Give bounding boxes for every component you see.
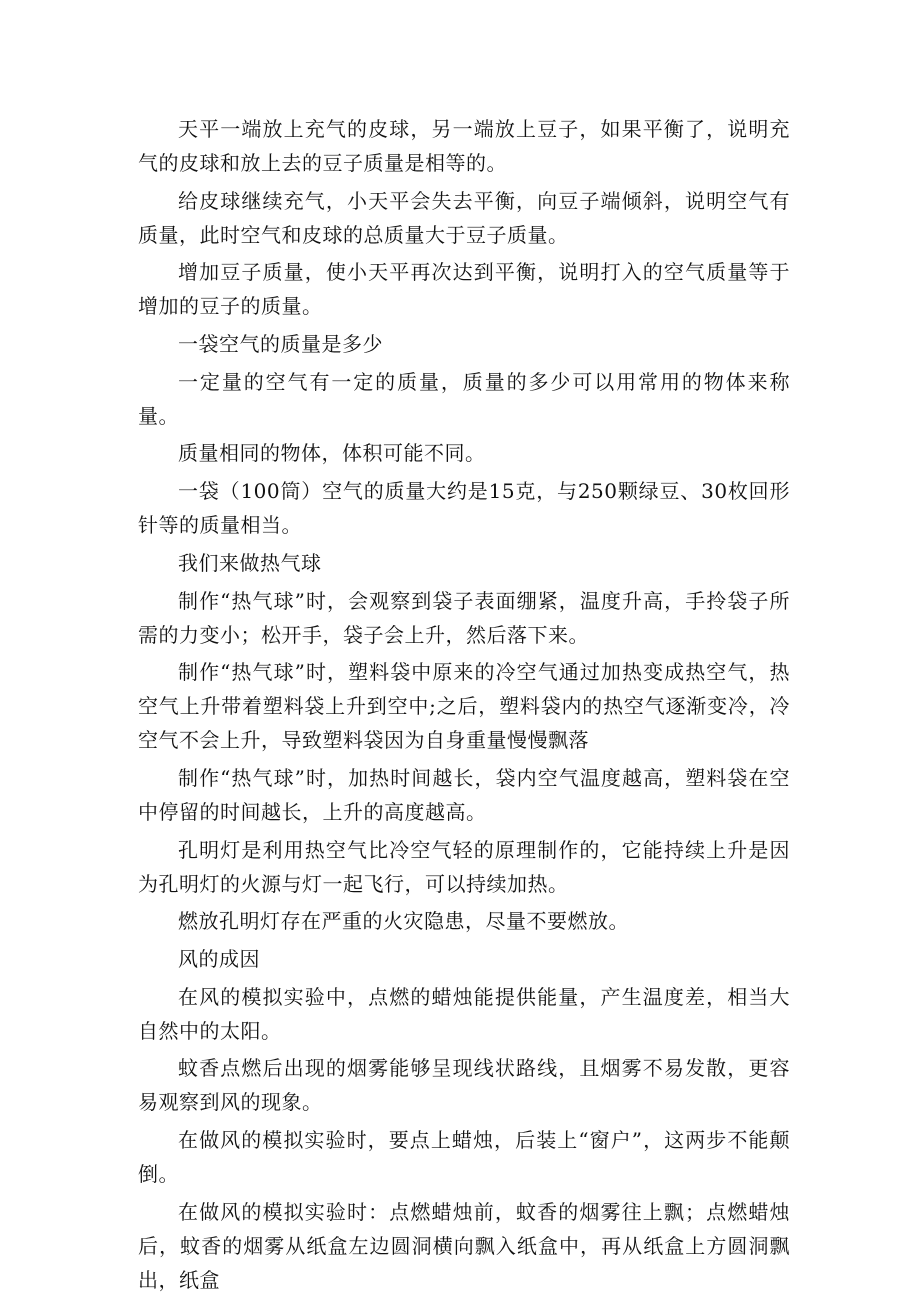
paragraph-7: 一袋（100筒）空气的质量大约是15克，与250颗绿豆、30枚回形针等的质量相当。 xyxy=(138,479,790,538)
document-body xyxy=(138,112,790,1300)
section-heading-air-bag-mass: 一袋空气的质量是多少 xyxy=(178,332,383,357)
paragraph-15: 在风的模拟实验中，点燃的蜡烛能提供能量，产生温度差，相当大自然中的太阳。 xyxy=(138,984,790,1043)
paragraph-6: 质量相同的物体，体积可能不同。 xyxy=(178,441,486,466)
paragraph-9: 制作“热气球”时，会观察到袋子表面绷紧，温度升高，手拎袋子所需的力变小；松开手，袋子会上升，然后落下来。 xyxy=(138,588,790,647)
paragraph-3: 增加豆子质量，使小天平再次达到平衡，说明打入的空气质量等于增加的豆子的质量。 xyxy=(138,260,790,319)
section-heading-hot-air-balloon: 我们来做热气球 xyxy=(178,550,322,575)
paragraph-18: 在做风的模拟实验时：点燃蜡烛前，蚊香的烟雾往上飘；点燃蜡烛后，蚊香的烟雾从纸盒左边圆洞横向飘入纸盒中，再从纸盒上方圆洞飘出，纸盒 xyxy=(138,1199,790,1292)
paragraph-5: 一定量的空气有一定的质量，质量的多少可以用常用的物体来称量。 xyxy=(138,369,790,428)
paragraph-2: 给皮球继续充气，小天平会失去平衡，向豆子端倾斜，说明空气有质量，此时空气和皮球的总质量大于豆子质量。 xyxy=(138,188,790,247)
paragraph-13: 燃放孔明灯存在严重的火灾隐患，尽量不要燃放。 xyxy=(178,909,629,934)
paragraph-10: 制作“热气球”时，塑料袋中原来的冷空气通过加热变成热空气，热空气上升带着塑料袋上升到空中;之后，塑料袋内的热空气逐渐变冷，冷空气不会上升，导致塑料袋因为自身重量慢慢飘落 xyxy=(138,660,790,753)
paragraph-16: 蚊香点燃后出现的烟雾能够呈现线状路线，且烟雾不易发散，更容易观察到风的现象。 xyxy=(138,1056,790,1115)
paragraph-12: 孔明灯是利用热空气比冷空气轻的原理制作的，它能持续上升是因为孔明灯的火源与灯一起飞行，可以持续加热。 xyxy=(138,837,790,896)
paragraph-17: 在做风的模拟实验时，要点上蜡烛，后装上“窗户”，这两步不能颠倒。 xyxy=(138,1128,790,1186)
paragraph-1: 天平一端放上充气的皮球，另一端放上豆子，如果平衡了，说明充气的皮球和放上去的豆子质量是相等的。 xyxy=(138,117,790,175)
section-heading-wind-cause: 风的成因 xyxy=(178,946,260,971)
paragraph-11: 制作“热气球”时，加热时间越长，袋内空气温度越高，塑料袋在空中停留的时间越长，上升的高度越高。 xyxy=(138,765,790,824)
